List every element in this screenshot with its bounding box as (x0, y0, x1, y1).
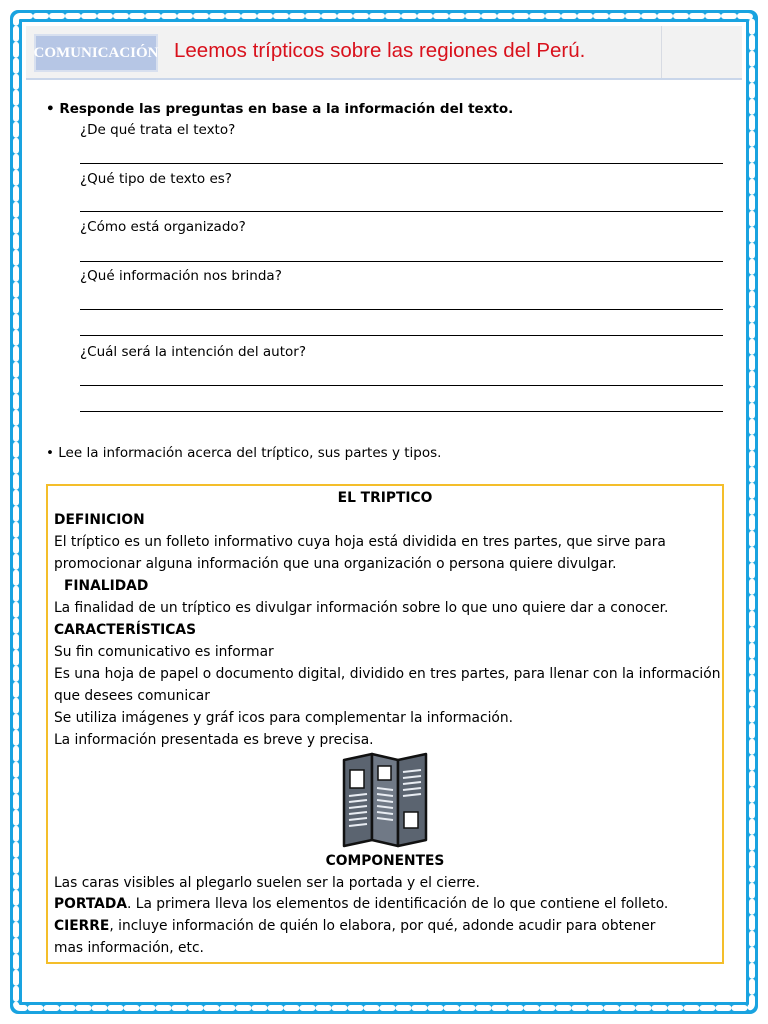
question-3: ¿Cómo está organizado? (80, 219, 246, 235)
answer-line (80, 309, 723, 310)
caracteristica-3: Se utiliza imágenes y gráf icos para complementar la información. (54, 710, 513, 726)
header-divider (661, 26, 662, 78)
question-4: ¿Qué información nos brinda? (80, 268, 282, 284)
info-box (46, 484, 724, 964)
answer-line (80, 261, 723, 262)
cierre-line (54, 915, 655, 937)
answer-line (80, 335, 723, 336)
question-2: ¿Qué tipo de texto es? (80, 171, 232, 187)
cierre-line-2: mas información, etc. (54, 940, 204, 956)
brochure-icon (338, 750, 432, 848)
caracteristica-4: La información presentada es breve y precisa. (54, 732, 374, 748)
cierre-text: , incluye información de quién lo elabora, por qué, adonde acudir para obtener (109, 918, 656, 934)
heading-caracteristicas: CARACTERÍSTICAS (54, 622, 197, 638)
cierre-label: CIERRE (54, 918, 110, 934)
heading-definicion: DEFINICION (54, 512, 145, 528)
header-bar (26, 26, 742, 80)
definicion-line-1: El tríptico es un folleto informativo cuya hoja está dividida en tres partes, que sirve para (54, 534, 666, 550)
heading-componentes: COMPONENTES (325, 853, 445, 869)
definicion-line-2: promocionar alguna información que una organización o persona quiere divulgar. (54, 556, 617, 572)
caracteristica-2a: Es una hoja de papel o documento digital, dividido en tres partes, para llenar con la información (54, 666, 721, 682)
componentes-text: Las caras visibles al plegarlo suelen ser la portada y el cierre. (54, 875, 480, 891)
page-title: Leemos trípticos sobre las regiones del Perú. (174, 39, 586, 62)
instruction-2: • Lee la información acerca del tríptico, sus partes y tipos. (46, 445, 442, 461)
question-1: ¿De qué trata el texto? (80, 122, 236, 138)
box-title: EL TRIPTICO (337, 490, 433, 506)
caracteristica-1: Su fin comunicativo es informar (54, 644, 274, 660)
answer-line (80, 163, 723, 164)
portada-text: . La primera lleva los elementos de identificación de lo que contiene el folleto. (127, 896, 669, 912)
answer-line (80, 211, 723, 212)
instruction-1: • Responde las preguntas en base a la información del texto. (46, 101, 514, 117)
caracteristica-2b: que desees comunicar (54, 688, 210, 704)
question-5: ¿Cuál será la intención del autor? (80, 344, 306, 360)
answer-line (80, 411, 723, 412)
portada-line (54, 893, 668, 915)
portada-label: PORTADA (54, 896, 127, 912)
subject-badge: COMUNICACIÓN (34, 34, 158, 72)
finalidad-text: La finalidad de un tríptico es divulgar información sobre lo que uno quiere dar a conocer. (54, 600, 669, 616)
heading-finalidad: FINALIDAD (64, 578, 149, 594)
answer-line (80, 385, 723, 386)
